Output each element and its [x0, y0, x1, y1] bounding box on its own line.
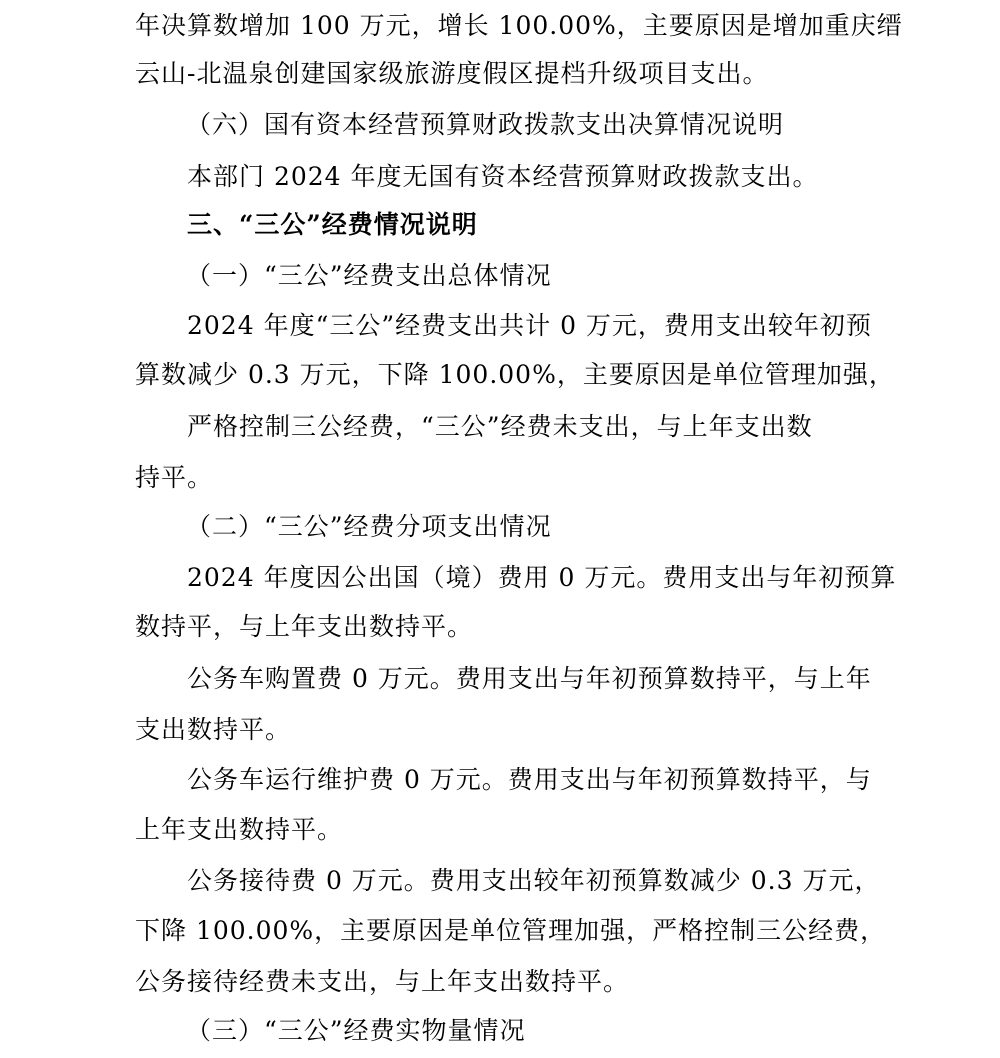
subsection-heading: （一）“三公”经费支出总体情况	[186, 261, 552, 290]
paragraph-line: 本部门 2024 年度无国有资本经营预算财政拨款支出。	[187, 162, 819, 191]
paragraph-line: 云山-北温泉创建国家级旅游度假区提档升级项目支出。	[135, 59, 769, 88]
paragraph-line: 公务接待费 0 万元。费用支出较年初预算数减少 0.3 万元，	[187, 866, 881, 895]
section-heading: 三、“三公”经费情况说明	[187, 210, 478, 239]
paragraph-line: 公务接待经费未支出，与上年支出数持平。	[135, 967, 630, 996]
paragraph-line: 持平。	[135, 463, 214, 492]
paragraph-line: 公务车购置费 0 万元。费用支出与年初预算数持平，与上年	[187, 664, 872, 693]
subsection-heading: （二）“三公”经费分项支出情况	[186, 512, 552, 541]
paragraph-line: 下降 100.00%，主要原因是单位管理加强，严格控制三公经费，	[135, 916, 887, 945]
subsection-heading: （三）“三公”经费实物量情况	[186, 1016, 526, 1045]
subsection-heading: （六）国有资本经营预算财政拨款支出决算情况说明	[186, 110, 785, 139]
paragraph-line: 算数减少 0.3 万元，下降 100.00%，主要原因是单位管理加强，	[135, 360, 895, 389]
paragraph-line: 数持平，与上年支出数持平。	[135, 612, 474, 641]
paragraph-line: 2024 年度因公出国（境）费用 0 万元。费用支出与年初预算	[187, 563, 897, 592]
paragraph-line: 严格控制三公经费，“三公”经费未支出，与上年支出数	[187, 412, 813, 441]
paragraph-line: 2024 年度“三公”经费支出共计 0 万元，费用支出较年初预	[187, 311, 872, 340]
paragraph-line: 年决算数增加 100 万元，增长 100.00%，主要原因是增加重庆缙	[135, 11, 903, 40]
paragraph-line: 公务车运行维护费 0 万元。费用支出与年初预算数持平，与	[187, 765, 872, 794]
paragraph-line: 支出数持平。	[135, 715, 292, 744]
paragraph-line: 上年支出数持平。	[135, 815, 344, 844]
